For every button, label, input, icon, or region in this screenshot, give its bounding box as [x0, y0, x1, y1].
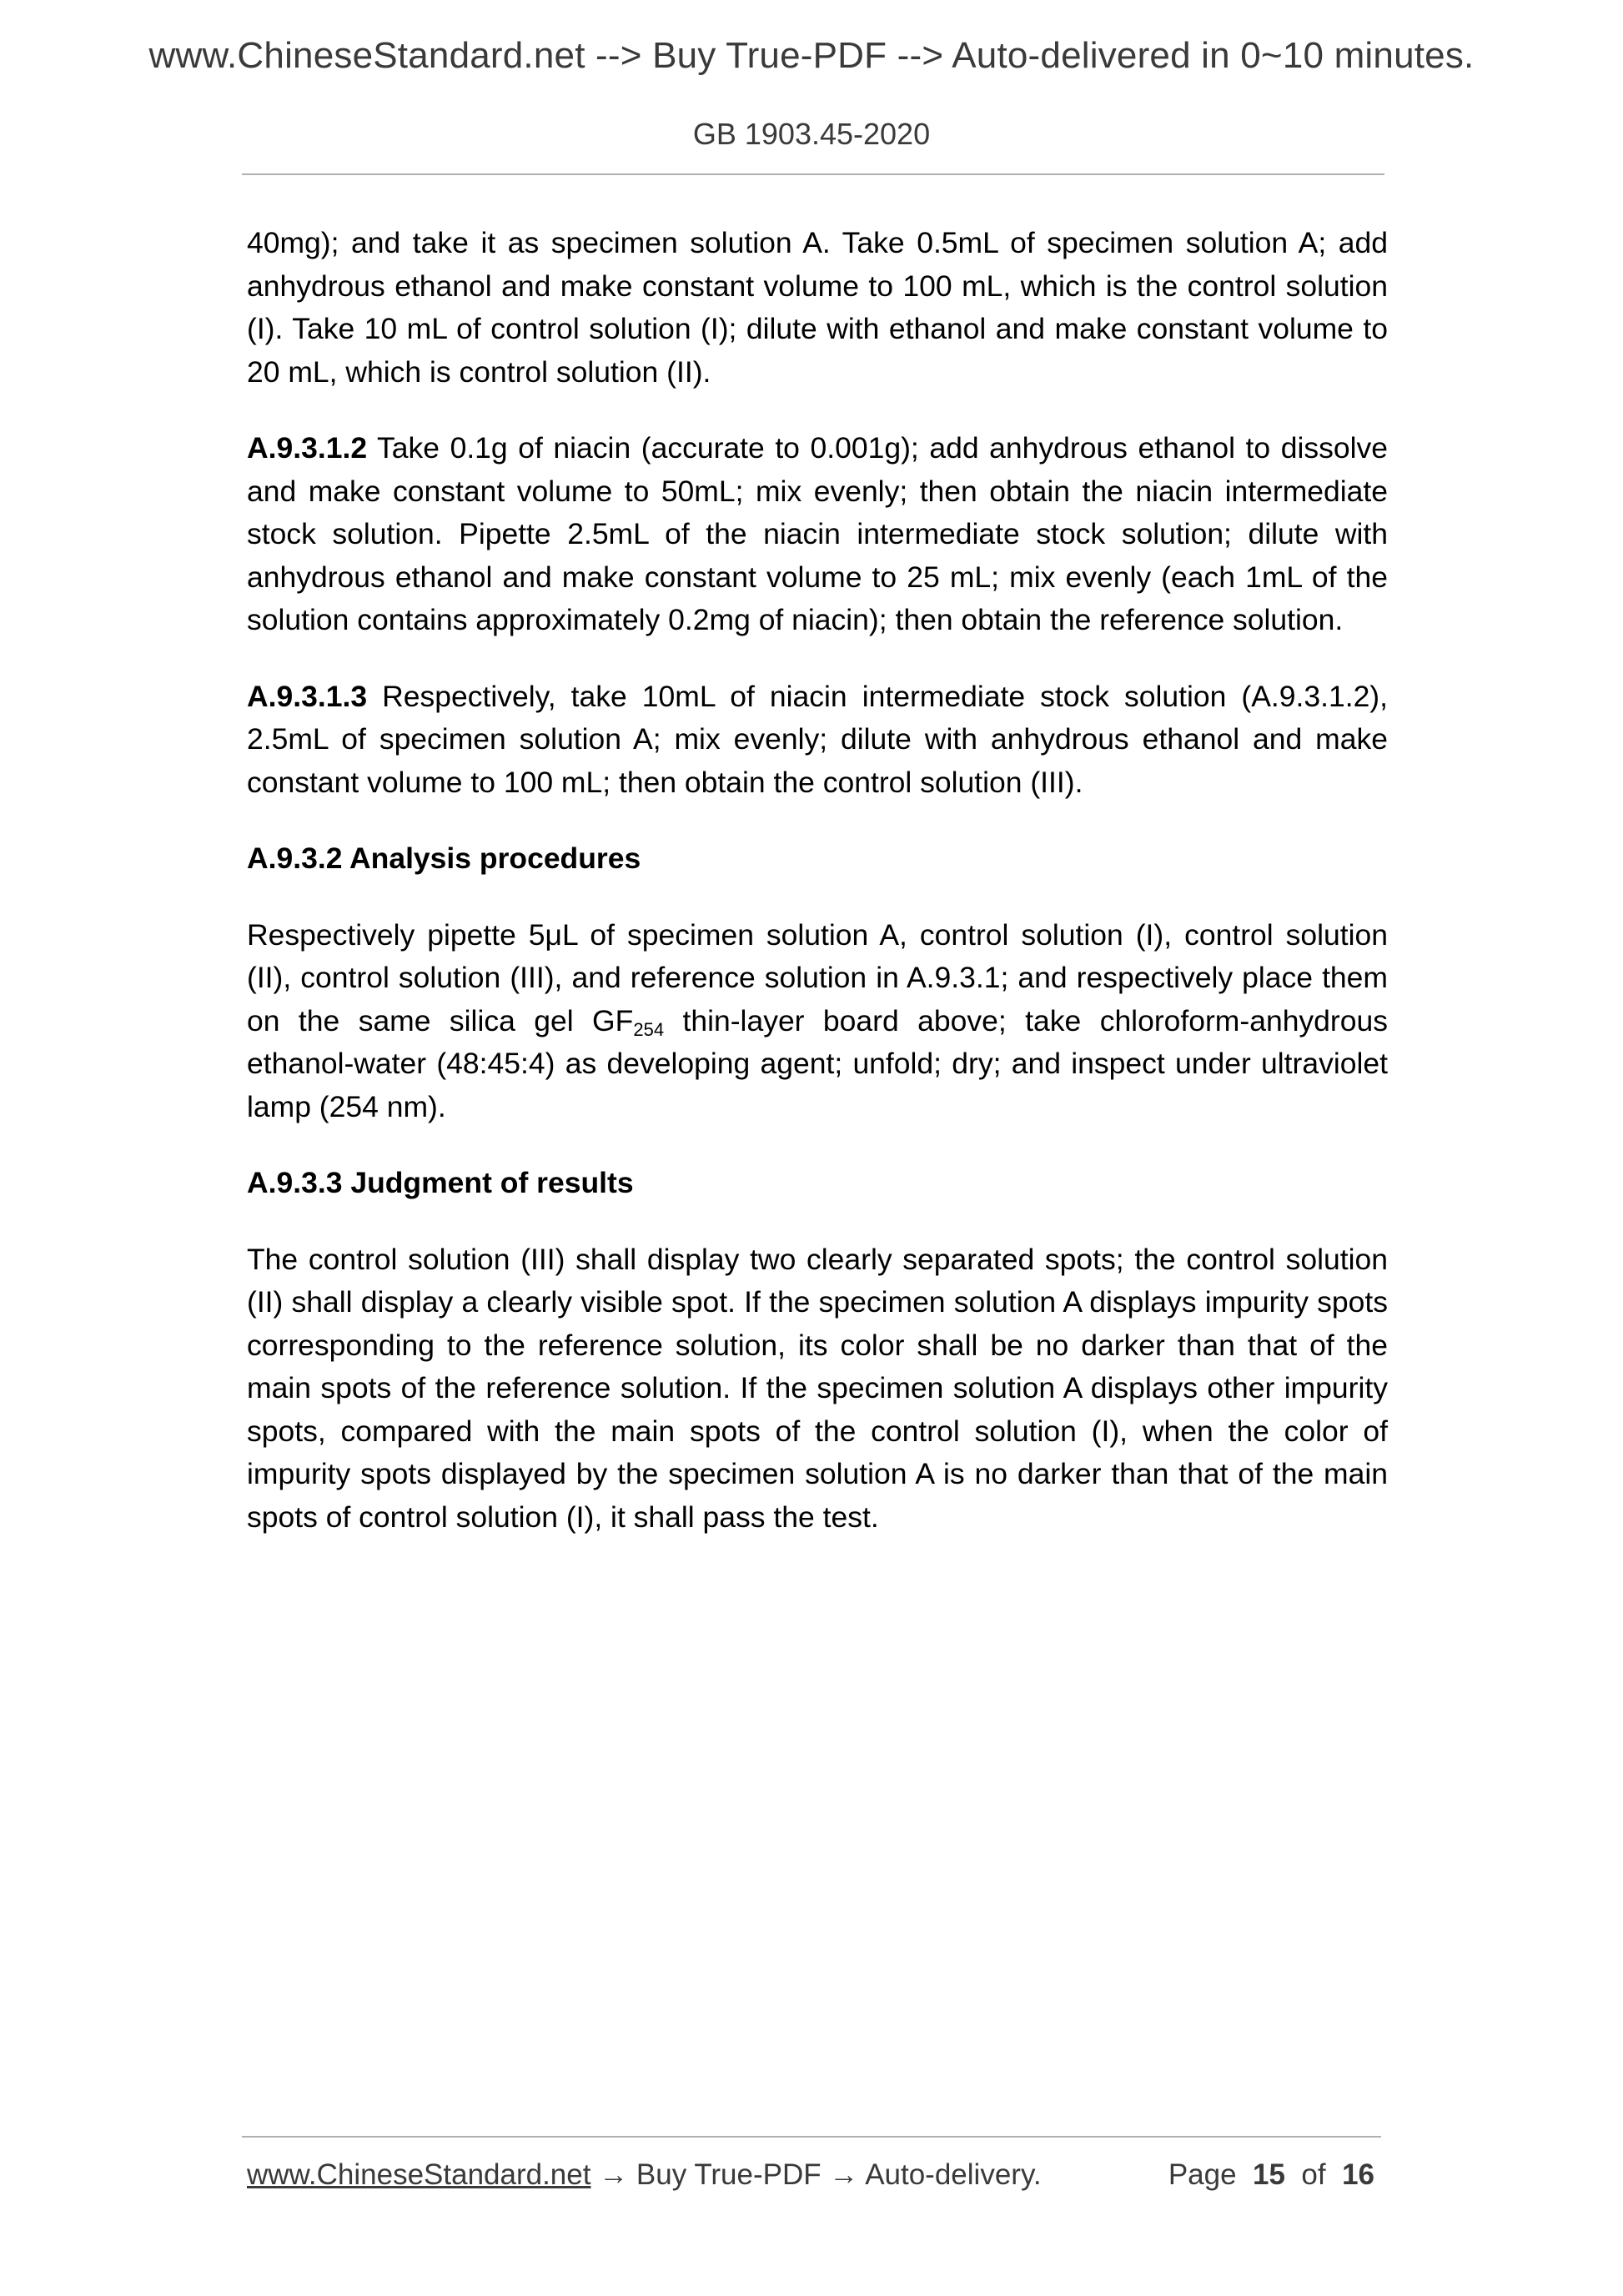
- arrow-icon: →: [821, 2158, 866, 2191]
- page-label: Page: [1168, 2158, 1237, 2191]
- clause-number: A.9.3.1.2: [247, 431, 368, 465]
- clause-number: A.9.3.1.3: [247, 679, 368, 713]
- document-body: [247, 222, 1388, 1572]
- footer-delivery-text: Auto-delivery.: [865, 2158, 1042, 2191]
- paragraph-analysis: [247, 914, 1388, 1129]
- arrow-icon: →: [590, 2158, 636, 2191]
- paragraph-a9313: [247, 676, 1388, 805]
- subscript-254: 254: [633, 1018, 665, 1040]
- footer-left: [247, 2158, 1042, 2192]
- footer-divider: [242, 2136, 1381, 2138]
- clause-text: Respectively, take 10mL of niacin intermediate stock solution (A.9.3.1.2), 2.5mL of specimen solution A; mix evenly; dilute with anhydrous ethanol and make constant volume to 100 mL; then obtain the control solution (III).: [247, 679, 1388, 799]
- page-indicator: [1168, 2158, 1374, 2192]
- heading-analysis-procedures: A.9.3.2 Analysis procedures: [247, 842, 641, 875]
- page-number: 15: [1253, 2158, 1285, 2191]
- paragraph-continuation: 40mg); and take it as specimen solution A. Take 0.5mL of specimen solution A; add anhydrous ethanol and make constant volume to 100 mL, which is the control solution (I). Take 10 mL of control solution (I); dilute with ethanol and make constant volume to 20 mL, which is control solution (II).: [247, 226, 1388, 389]
- page-total: 16: [1342, 2158, 1374, 2191]
- heading-judgment-of-results: A.9.3.3 Judgment of results: [247, 1166, 634, 1199]
- header-banner: www.ChineseStandard.net --> Buy True-PDF --> Auto-delivered in 0~10 minutes.: [148, 35, 1475, 76]
- analysis-text-a: Respectively pipette 5μL of specimen solution A, control solution (I), control solution (II), control solution (III), and reference solution in A.9.3.1; and respectively place them on the same silica gel GF: [247, 917, 1388, 1037]
- footer-site-link[interactable]: www.ChineseStandard.net: [247, 2158, 591, 2191]
- paragraph-judgment: The control solution (III) shall display two clearly separated spots; the control solution (II) shall display a clearly visible spot. If the specimen solution A displays impurity spots corresponding to the reference solution, its color shall be no darker than that of the main spots of the reference solution. If the specimen solution A displays other impurity spots, compared with the main spots of the control solution (I), when the color of impurity spots displayed by the specimen solution A is no darker than that of the main spots of control solution (I), it shall pass the test.: [247, 1242, 1388, 1534]
- clause-text: Take 0.1g of niacin (accurate to 0.001g); add anhydrous ethanol to dissolve and make constant volume to 50mL; mix evenly; then obtain the niacin intermediate stock solution. Pipette 2.5mL of the niacin intermediate stock solution; dilute with anhydrous ethanol and make constant volume to 25 mL; mix evenly (each 1mL of the solution contains approximately 0.2mg of niacin); then obtain the reference solution.: [247, 431, 1388, 636]
- paragraph-a9312: [247, 427, 1388, 642]
- analysis-text-b: thin-layer board above; take chloroform-anhydrous ethanol-water (48:45:4) as developing agent; unfold; dry; and inspect under ultraviolet lamp (254 nm).: [247, 1003, 1388, 1123]
- of-label: of: [1301, 2158, 1326, 2191]
- document-id: GB 1903.45-2020: [692, 117, 931, 151]
- footer-buy-text: Buy True-PDF: [636, 2158, 822, 2191]
- header-divider: [242, 173, 1384, 175]
- page-footer: [247, 2158, 1374, 2200]
